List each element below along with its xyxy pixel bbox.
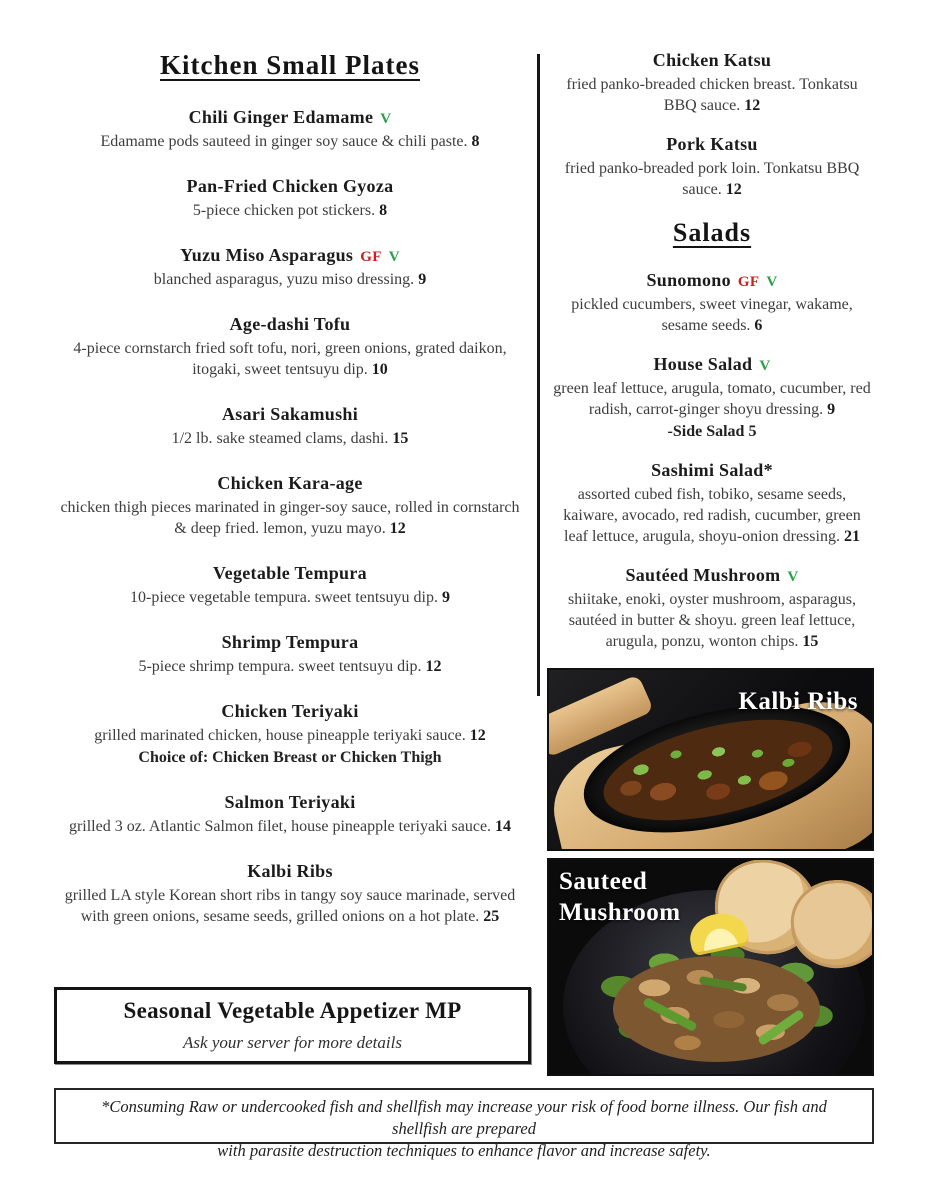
menu-item-name: Sunomono: [646, 270, 731, 290]
menu-item-description-text: chicken thigh pieces marinated in ginger-soy sauce, rolled in cornstarch & deep fried. lemon, yuzu mayo.: [60, 499, 520, 537]
menu-item-note: Choice of: Chicken Breast or Chicken Thigh: [138, 749, 442, 766]
dietary-tag-v: V: [787, 569, 799, 585]
menu-item-title-row: [551, 460, 873, 481]
menu-item-note: -Side Salad 5: [667, 423, 757, 440]
menu-item-name: Age-dashi Tofu: [229, 314, 351, 334]
menu-item-name: Sautéed Mushroom: [625, 565, 781, 585]
menu-item-description-text: pickled cucumbers, sweet vinegar, wakame, sesame seeds.: [571, 296, 853, 334]
menu-item-description: [54, 725, 526, 746]
menu-item-description: [551, 294, 873, 336]
kitchen-small-plates-list: [54, 107, 526, 927]
menu-item-description: [54, 497, 526, 539]
menu-item-name: House Salad: [653, 354, 753, 374]
menu-item-name: Salmon Teriyaki: [224, 792, 356, 812]
menu-item-description: [54, 428, 526, 449]
menu-item-description-text: assorted cubed fish, tobiko, sesame seeds, kaiware, avocado, red radish, cucumber, green leaf lettuce, arugula, shoyu-onion dressing.: [563, 486, 861, 545]
menu-item-description: [551, 484, 873, 547]
menu-item-description: [54, 885, 526, 927]
menu-item-description-text: grilled 3 oz. Atlantic Salmon filet, house pineapple teriyaki sauce.: [68, 818, 492, 835]
menu-item-title-row: [551, 354, 873, 375]
menu-item: [54, 314, 526, 380]
menu-item-price: 12: [469, 727, 486, 744]
menu-item: [54, 176, 526, 221]
menu-item-price: 8: [379, 202, 388, 219]
menu-item-price: 8: [471, 133, 480, 150]
menu-item-description-text: Edamame pods sauteed in ginger soy sauce & chili paste.: [100, 133, 468, 150]
menu-item-title-row: [551, 50, 873, 71]
menu-item-price: 21: [843, 528, 860, 545]
menu-item-price: 10: [371, 361, 388, 378]
menu-item-description: [551, 589, 873, 652]
menu-item-price: 6: [754, 317, 763, 334]
menu-item: [54, 701, 526, 768]
menu-item-description: [54, 587, 526, 608]
menu-item-name: Chicken Teriyaki: [221, 701, 359, 721]
menu-item-description-text: fried panko-breaded chicken breast. Tonkatsu BBQ sauce.: [566, 76, 858, 114]
menu-item-name: Asari Sakamushi: [221, 404, 359, 424]
menu-item: [551, 50, 873, 116]
menu-item-description-text: shiitake, enoki, oyster mushroom, asparagus, sautéed in butter & shoyu. green leaf lettuce, arugula, ponzu, wonton chips.: [568, 591, 856, 650]
menu-item: [551, 460, 873, 547]
section-heading-salads: Salads: [672, 218, 752, 247]
menu-item-title-row: [54, 792, 526, 813]
menu-item-title-row: [551, 270, 873, 291]
menu-item-price: 12: [389, 520, 406, 537]
menu-item-price: 15: [802, 633, 819, 650]
menu-item-description-text: 1/2 lb. sake steamed clams, dashi.: [171, 430, 389, 447]
menu-item: [54, 473, 526, 539]
menu-item-name: Chili Ginger Edamame: [188, 107, 374, 127]
menu-item-name: Yuzu Miso Asparagus: [180, 245, 354, 265]
menu-item-name: Vegetable Tempura: [213, 563, 367, 583]
menu-item-description: [54, 200, 526, 221]
menu-item-description-text: 5-piece shrimp tempura. sweet tentsuyu dip.: [138, 658, 422, 675]
menu-item-name: Pan-Fried Chicken Gyoza: [186, 176, 394, 196]
menu-item-description-text: blanched asparagus, yuzu miso dressing.: [153, 271, 415, 288]
menu-item-price: 25: [483, 908, 500, 925]
dietary-tag-gf: GF: [737, 274, 760, 290]
dietary-tag-gf: GF: [360, 249, 382, 265]
menu-item-title-row: [551, 134, 873, 155]
menu-item: [551, 565, 873, 652]
menu-item-description-text: grilled LA style Korean short ribs in tangy soy sauce marinade, served with green onions, sesame seeds, grilled onions on a hot plate.: [64, 887, 516, 925]
menu-item-description-text: 5-piece chicken pot stickers.: [192, 202, 376, 219]
menu-item: [54, 563, 526, 608]
salads-list: [551, 270, 873, 652]
menu-item-name: Shrimp Tempura: [221, 632, 359, 652]
menu-item-price: 15: [392, 430, 409, 447]
right-column: [551, 50, 873, 670]
menu-item: [551, 354, 873, 442]
menu-item: [54, 632, 526, 677]
menu-item-name: Sashimi Salad*: [651, 460, 773, 480]
seasonal-special-box: [54, 987, 531, 1064]
menu-item-description-text: green leaf lettuce, arugula, tomato, cucumber, red radish, carrot-ginger shoyu dressing.: [553, 380, 871, 418]
menu-item-name: Chicken Katsu: [652, 50, 772, 70]
menu-item-description: [54, 269, 526, 290]
menu-item-tags: [731, 270, 778, 290]
photo-sauteed-mushroom: [547, 858, 874, 1076]
menu-item-title-row: [54, 245, 526, 266]
menu-item: [54, 404, 526, 449]
mushroom-pile-shape: [613, 956, 820, 1062]
menu-item-description: [551, 74, 873, 116]
photo-label-sauteed-mushroom: Sauteed Mushroom: [559, 868, 681, 927]
menu-item-title-row: [54, 404, 526, 425]
menu-item-title-row: [54, 176, 526, 197]
menu-item-tags: [373, 107, 391, 127]
menu-item: [551, 134, 873, 200]
menu-item: [54, 861, 526, 927]
menu-item-title-row: [54, 632, 526, 653]
menu-item-price: 9: [441, 589, 450, 606]
photo-kalbi-ribs: [547, 668, 874, 851]
menu-item-title-row: [54, 473, 526, 494]
menu-item: [551, 270, 873, 336]
dietary-tag-v: V: [388, 249, 400, 265]
menu-item-price: 12: [425, 658, 442, 675]
disclaimer-line-1: *Consuming Raw or undercooked fish and shellfish may increase your risk of food borne illness. Our fish and shellfish are prepared: [101, 1097, 827, 1138]
menu-item-description: [54, 816, 526, 837]
section-heading-kitchen-small-plates: Kitchen Small Plates: [160, 50, 420, 80]
menu-item-name: Chicken Kara-age: [217, 473, 363, 493]
menu-item-title-row: [54, 314, 526, 335]
photo-label-kalbi-ribs: Kalbi Ribs: [738, 688, 858, 715]
disclaimer-line-2: with parasite destruction techniques to enhance flavor and increase safety.: [217, 1141, 711, 1160]
menu-item-title-row: [54, 563, 526, 584]
menu-item-description: [551, 158, 873, 200]
disclaimer-box: [54, 1088, 874, 1160]
menu-item-price: 14: [495, 818, 512, 835]
menu-item-price: 12: [725, 181, 742, 198]
menu-item-tags: [353, 245, 400, 265]
menu-item-title-row: [54, 701, 526, 722]
seasonal-special-title: Seasonal Vegetable Appetizer MP: [123, 998, 462, 1023]
menu-item-price: 9: [827, 401, 836, 418]
menu-item-price: 9: [418, 271, 427, 288]
menu-item-title-row: [54, 107, 526, 128]
menu-item-description-text: grilled marinated chicken, house pineapple teriyaki sauce.: [94, 727, 466, 744]
katsu-list: [551, 50, 873, 200]
menu-item: [54, 107, 526, 152]
menu-item-description: [54, 656, 526, 677]
seasonal-special-subtitle: Ask your server for more details: [183, 1033, 402, 1052]
dietary-tag-v: V: [766, 274, 778, 290]
menu-item-description-text: fried panko-breaded pork loin. Tonkatsu BBQ sauce.: [564, 160, 860, 198]
menu-item-description-text: 10-piece vegetable tempura. sweet tentsuyu dip.: [130, 589, 438, 606]
dietary-tag-v: V: [380, 111, 392, 127]
menu-item-tags: [752, 354, 770, 374]
menu-item-title-row: [551, 565, 873, 586]
dietary-tag-v: V: [759, 358, 771, 374]
menu-item-description: [54, 131, 526, 152]
menu-item-description: [54, 338, 526, 380]
menu-item-name: Kalbi Ribs: [247, 861, 333, 881]
menu-item-name: Pork Katsu: [666, 134, 758, 154]
menu-item-description-text: 4-piece cornstarch fried soft tofu, nori, green onions, grated daikon, itogaki, sweet tentsuyu dip.: [73, 340, 507, 378]
menu-item: [54, 245, 526, 290]
column-divider: [537, 54, 540, 696]
left-column: [54, 50, 526, 951]
menu-item-title-row: [54, 861, 526, 882]
menu-item-description: [551, 378, 873, 420]
menu-item-price: 12: [744, 97, 761, 114]
menu-item-tags: [780, 565, 798, 585]
menu-item: [54, 792, 526, 837]
